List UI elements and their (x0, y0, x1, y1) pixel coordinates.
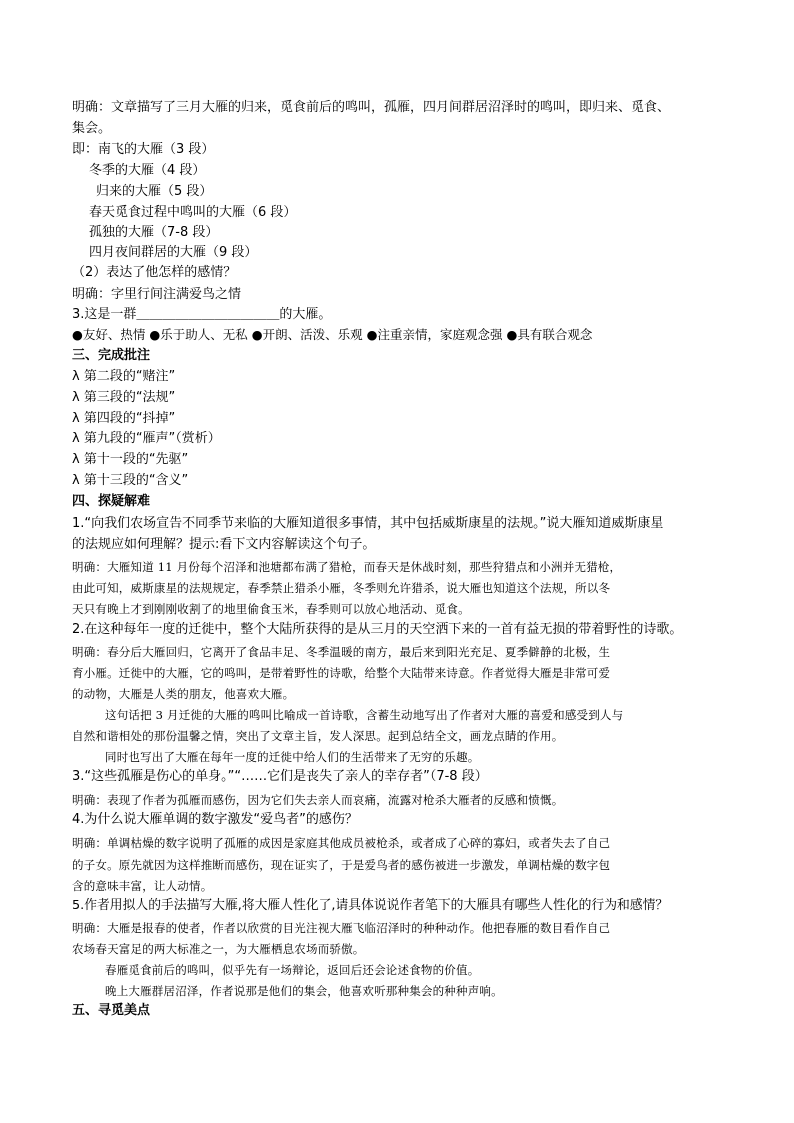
a2-line-3: 的动物，大雁是人类的朋友，他喜欢大雁。 (72, 687, 295, 701)
annotation-item-3: λ 第三段的“法规” (72, 390, 176, 405)
a1-line-2: 由此可知，威斯康星的法规规定，春季禁止猎杀小雁，冬季则允许猎杀，说大雁也知道这个法规，所以冬 (72, 581, 611, 595)
list-item-april: 四月夜间群居的大雁（9 段） (89, 245, 258, 260)
a5-line-2: 农场春天富足的两大标准之一，为大雁栖息农场而骄傲。 (72, 942, 365, 956)
question-2: （2）表达了他怎样的感情？ (72, 265, 237, 280)
a4-line-2: 的子女。原先就因为这样推断而感伤，现在证实了，于是爱鸟者的感伤被进一步激发，单调枯燥的数字包 (72, 858, 611, 872)
a3-line: 明确：表现了作者为孤雁而感伤，因为它们失去亲人而哀痛，流露对枪杀大雁者的反感和愤慨。 (72, 793, 564, 807)
a1-line-3: 天只有晚上才到刚刚收割了的地里偷食玉米，春季则可以放心地活动、觅食。 (72, 602, 470, 616)
a2-line-4: 这句话把 3 月迁徙的大雁的鸣叫比喻成一首诗歌，含蓄生动地写出了作者对大雁的喜爱和感受到人与 (105, 708, 624, 722)
list-item-spring: 春天觅食过程中鸣叫的大雁（6 段） (89, 205, 297, 220)
list-item-lonely: 孤独的大雁（7-8 段） (89, 225, 219, 240)
q2-line: 2.在这种每年一度的迁徙中，整个大陆所获得的是从三月的天空洒下来的一首有益无损的带着野性的诗歌。 (72, 622, 683, 637)
q1-line-1: 1.“向我们农场宣告不同季节来临的大雁知道很多事情，其中包括威斯康星的法规。”说大雁知道威斯康星 (72, 516, 664, 531)
a2-line-6: 同时也写出了大雁在每年一度的迁徙中给人们的生活带来了无穷的乐趣。 (105, 750, 480, 764)
annotation-item-2: λ 第二段的“赌注” (72, 369, 176, 384)
a1-line-1: 明确：大雁知道 11 月份每个沼泽和池塘都布满了猎枪，而春天是休战时刻，那些狩猎点和小洲并无猎枪， (72, 560, 622, 574)
a5-line-1: 明确：大雁是报春的使者，作者以欣赏的目光注视大雁飞临沼泽时的种种动作。他把春雁的数目看作自己 (72, 921, 611, 935)
a5-line-4: 晚上大雁群居沼泽，作者说那是他们的集会，他喜欢听那种集会的种种声响。 (105, 984, 503, 998)
a2-line-1: 明确：春分后大雁回归，它离开了食品丰足、冬季温暖的南方，最后来到阳光充足、夏季僻静的北极，生 (72, 645, 611, 659)
list-intro: 即：南飞的大雁（3 段） (72, 142, 215, 157)
a5-line-3: 春雁觅食前后的鸣叫，似乎先有一场辩论，返回后还会论述食物的价值。 (105, 963, 480, 977)
options-list: ●友好、热情 ●乐于助人、无私 ●开朗、活泼、乐观 ●注重亲情，家庭观念强 ●具有联合观念 (72, 327, 593, 342)
annotation-item-9: λ 第九段的“雁声”（赏析） (72, 431, 221, 446)
list-item-return: 归来的大雁（5 段） (96, 184, 213, 199)
annotation-item-4: λ 第四段的“抖掉” (72, 411, 176, 426)
a2-line-5: 自然和谐相处的那份温馨之情，突出了文章主旨，发人深思。起到总结全文，画龙点睛的作用。 (72, 729, 564, 743)
q3-line: 3.“这些孤雁是伤心的单身。”“……它们是丧失了亲人的幸存者”（7-8 段） (72, 769, 488, 784)
question-3: 3.这是一群＿＿＿＿＿＿＿＿＿＿＿的大雁。 (72, 307, 332, 322)
section-heading-4: 四、探疑解难 (72, 494, 151, 509)
q5-line: 5.作者用拟人的手法描写大雁,将大雁人性化了,请具体说说作者笔下的大雁具有哪些人性化的行为和感情？ (72, 898, 669, 913)
a4-line-3: 含的意味丰富，让人动情。 (72, 879, 213, 893)
annotation-item-11: λ 第十一段的“先驱” (72, 452, 189, 467)
annotation-item-13: λ 第十三段的“含义” (72, 473, 189, 488)
q1-line-2: 的法规应如何理解？提示:看下文内容解读这个句子。 (72, 537, 376, 552)
section-heading-5: 五、寻觅美点 (72, 1003, 151, 1018)
answer-2: 明确：字里行间注满爱鸟之情 (72, 287, 242, 302)
section-heading-3: 三、完成批注 (72, 348, 151, 363)
a4-line-1: 明确：单调枯燥的数字说明了孤雁的成因是家庭其他成员被枪杀，或者成了心碎的寡妇，或者失去了自己 (72, 836, 611, 850)
answer-line-1: 明确：文章描写了三月大雁的归来，觅食前后的鸣叫，孤雁，四月间群居沼泽时的鸣叫，即归来、觅食、 (72, 100, 671, 115)
answer-line-2: 集会。 (72, 121, 112, 136)
list-item-winter: 冬季的大雁（4 段） (89, 163, 206, 178)
a2-line-2: 育小雁。迁徙中的大雁，它的鸣叫，是带着野性的诗歌，给整个大陆带来诗意。作者觉得大雁是非常可爱 (72, 666, 611, 680)
q4-line: 4.为什么说大雁单调的数字激发“爱鸟者”的感伤？ (72, 812, 358, 827)
